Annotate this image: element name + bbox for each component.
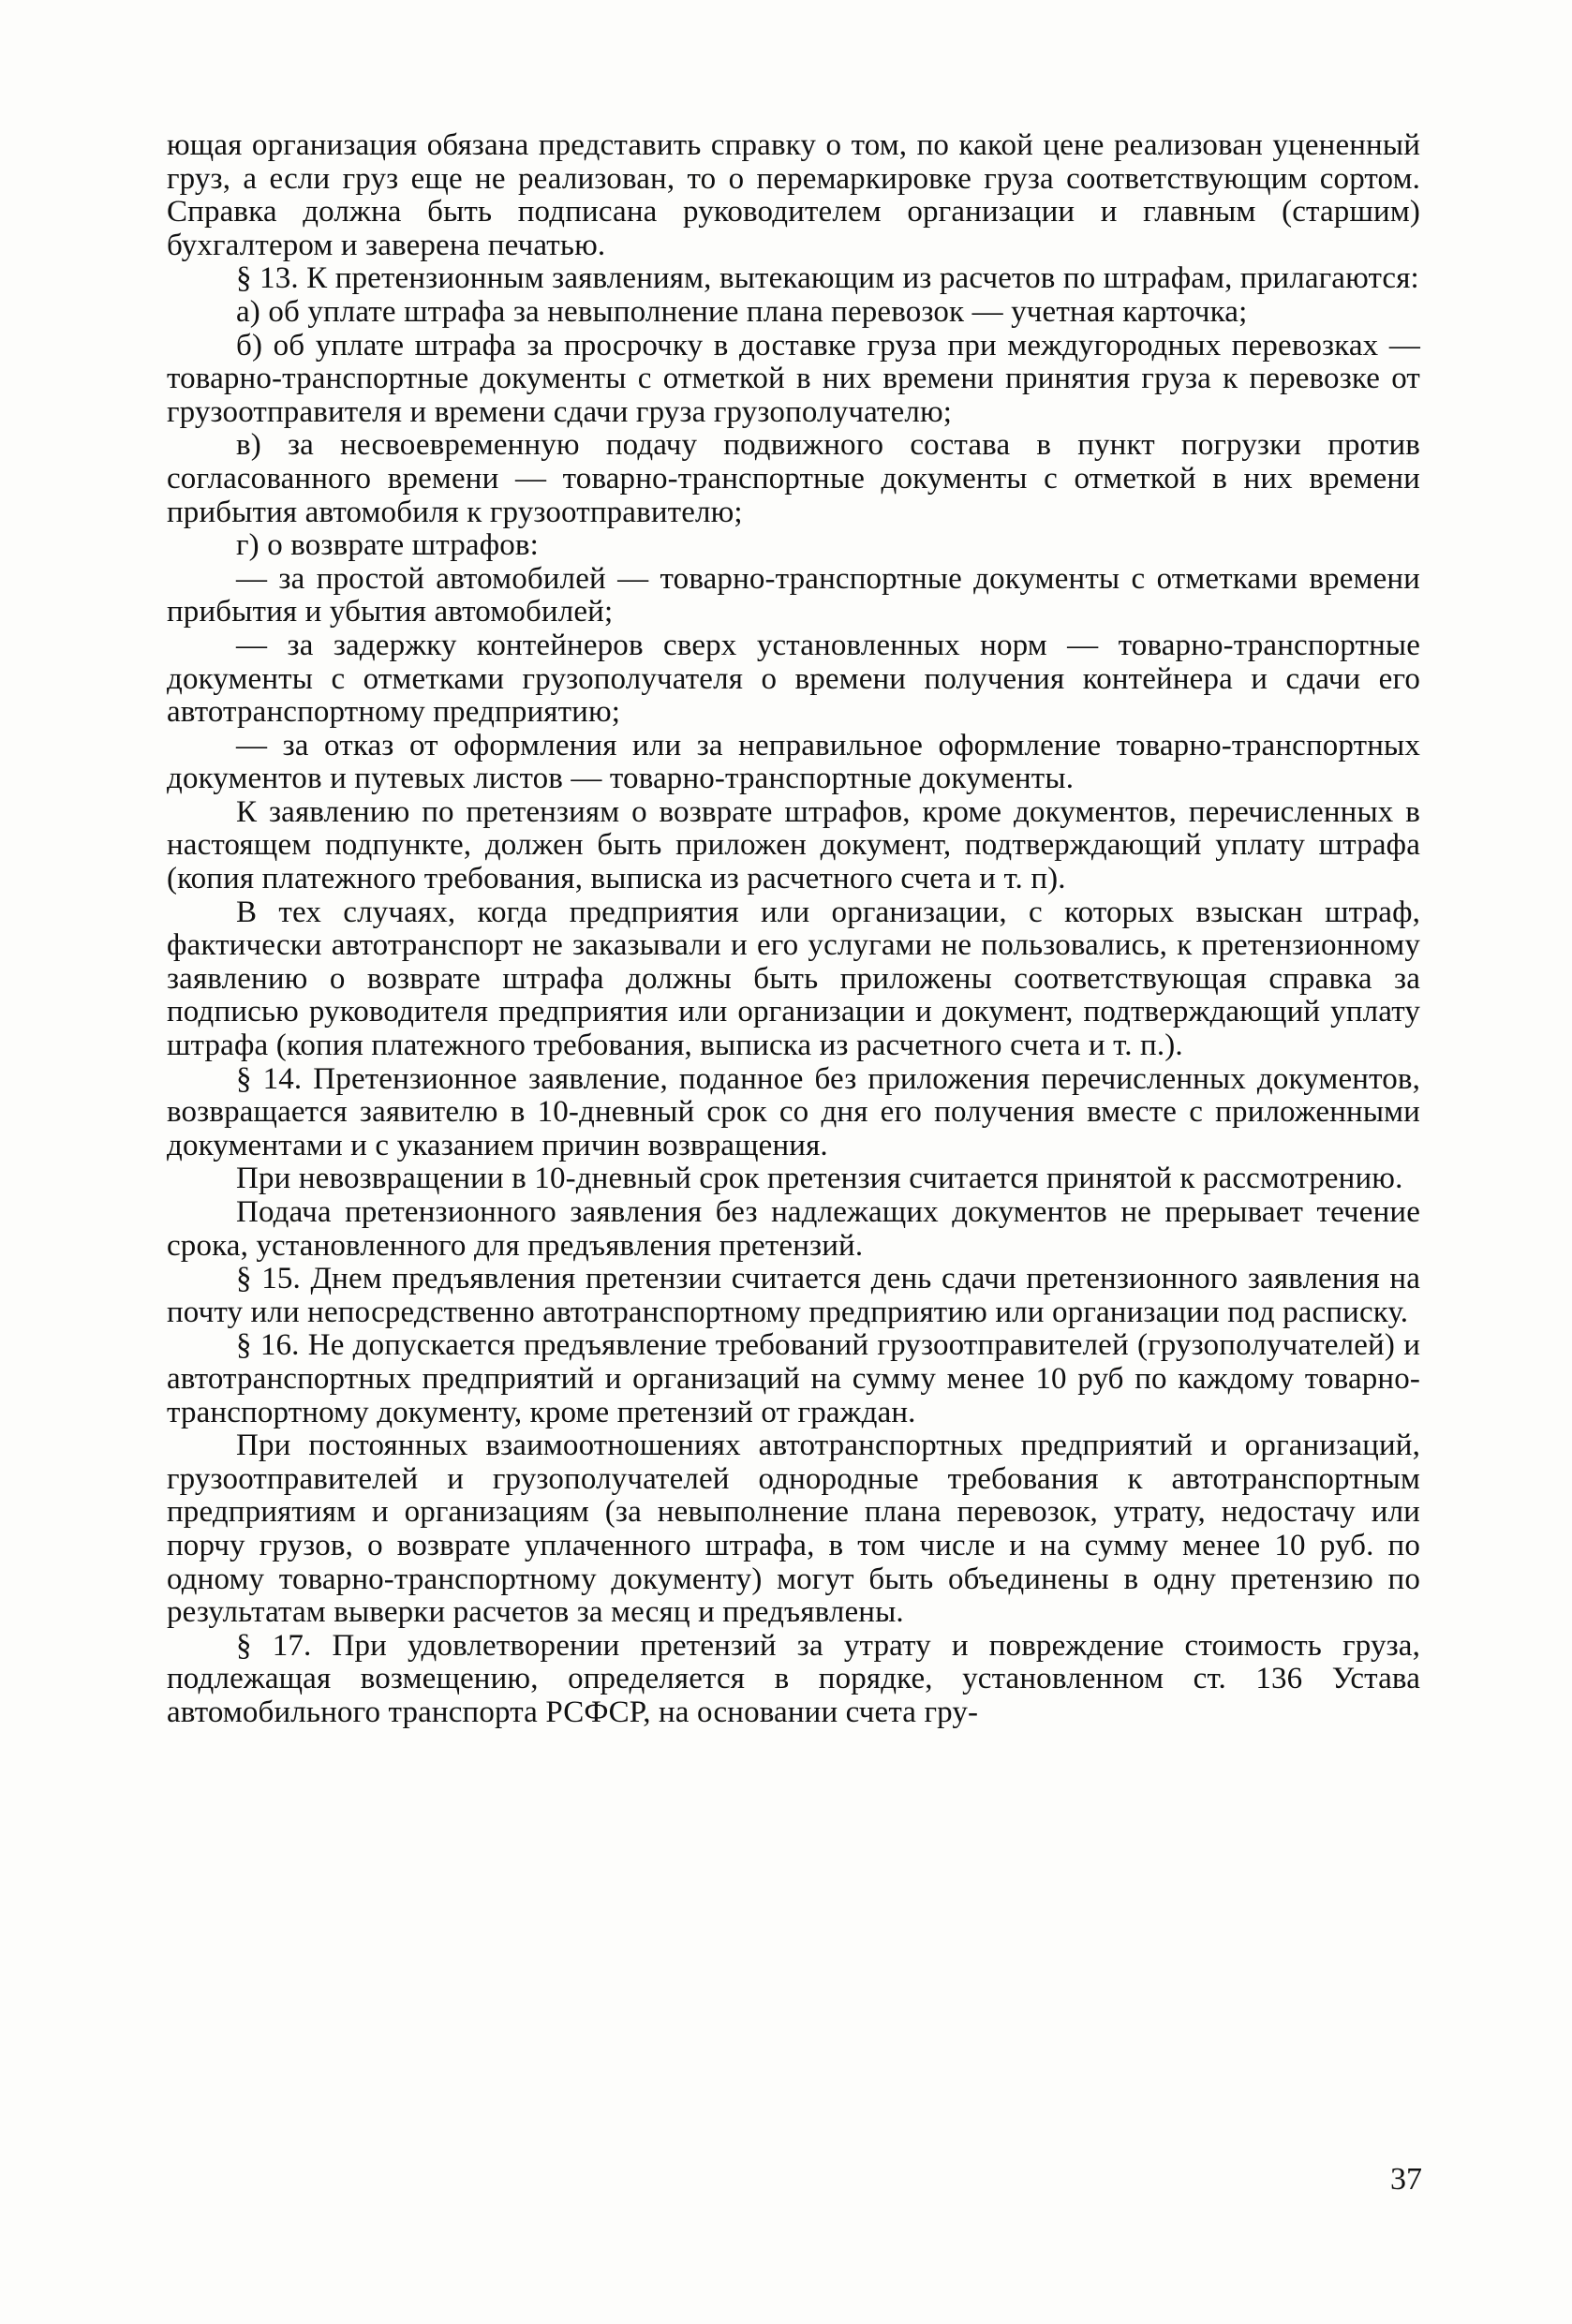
paragraph-section-16: § 16. Не допускается предъявление требований грузоотправителей (грузополучателей) и автотранспортных предприятий и организаций на сумму менее 10 руб по каждому товарно-транспортному документу, кроме претензий от граждан. [167,1328,1420,1429]
paragraph-fine-refund: К заявлению по претензиям о возврате штрафов, кроме документов, перечисленных в настоящем подпункте, должен быть приложен документ, подтверждающий уплату штрафа (копия платежного требования, выписка из расчетного счета и т. п). [167,794,1420,896]
paragraph-item-g: г) о возврате штрафов: [236,528,539,563]
paragraph-permanent-relations: При постоянных взаимоотношениях автотранспортных предприятий и организаций, грузоотправителей и грузополучателей однородные требования к автотранспортным предприятиям и организациям (за невыполнение плана перевозок, утрату, недостачу или порчу грузов, о возврате уплаченного штрафа, в том числе и на сумму менее 10 руб. по одному товарно-транспортному документу) могут быть объединены в одну претензию по результатам выверки расчетов за месяц и предъявлены. [167,1428,1420,1630]
paragraph-non-return: При невозвращении в 10-дневный срок претензия считается принятой к рассмотрению. [236,1162,1403,1196]
paragraph-section-17: § 17. При удовлетворении претензий за утрату и повреждение стоимость груза, подлежащая возмещению, определяется в порядке, установленном ст. 136 Устава автомобильного транспорта РСФСР, на основании счета гру- [167,1628,1420,1729]
paragraph-section-15: § 15. Днем предъявления претензии считается день сдачи претензионного заявления на почту или непосредственно автотранспортному предприятию или организации под расписку. [167,1262,1420,1329]
page-number: 37 [1390,2162,1422,2197]
paragraph-section-13: § 13. К претензионным заявлениям, вытекающим из расчетов по штрафам, прилагаются: [236,261,1419,296]
paragraph-continuation: ющая организация обязана представить справку о том, по какой цене реализован уцененный груз, а если груз еще не реализован, то о перемаркировке груза соответствующим сортом. Справка должна быть подписана руководителем организации и главным (старшим) бухгалтером и заверена печатью. [167,128,1420,262]
paragraph-item-a: а) об уплате штрафа за невыполнение плана перевозок — учетная карточка; [236,294,1248,329]
body-text [167,129,1420,1730]
paragraph-item-v: в) за несвоевременную подачу подвижного состава в пункт погрузки против согласованного времени — товарно-транспортные документы с отметкой в них времени прибытия автомобиля к грузоотправителю; [167,428,1420,529]
paragraph-special-cases: В тех случаях, когда предприятия или организации, с которых взыскан штраф, фактически автотранспорт не заказывали и его услугами не пользовались, к претензионному заявлению о возврате штрафа должны быть приложены соответствующая справка за подписью руководителя предприятия или организации и документ, подтверждающий уплату штрафа (копия платежного требования, выписка из расчетного счета и т. п.). [167,895,1420,1063]
paragraph-dash-documents: — за отказ от оформления или за неправильное оформление товарно-транспортных документов и путевых листов — товарно-транспортные документы. [167,728,1420,796]
paragraph-section-14: § 14. Претензионное заявление, поданное без приложения перечисленных документов, возвращается заявителю в 10-дневный срок со дня его получения вместе с приложенными документами и с указанием причин возвращения. [167,1061,1420,1162]
paragraph-filing: Подача претензионного заявления без надлежащих документов не прерывает течение срока, установленного для предъявления претензий. [167,1195,1420,1263]
paragraph-item-b: б) об уплате штрафа за просрочку в доставке груза при междугородных перевозках — товарно-транспортные документы с отметкой в них времени принятия груза к перевозке от грузоотправителя и времени сдачи груза грузополучателю; [167,328,1420,429]
paragraph-dash-idle: — за простой автомобилей — товарно-транспортные документы с отметками времени прибытия и убытия автомобилей; [167,561,1420,629]
paragraph-dash-containers: — за задержку контейнеров сверх установленных норм — товарно-транспортные документы с отметками грузополучателя о времени получения контейнера и сдачи его автотранспортному предприятию; [167,628,1420,730]
